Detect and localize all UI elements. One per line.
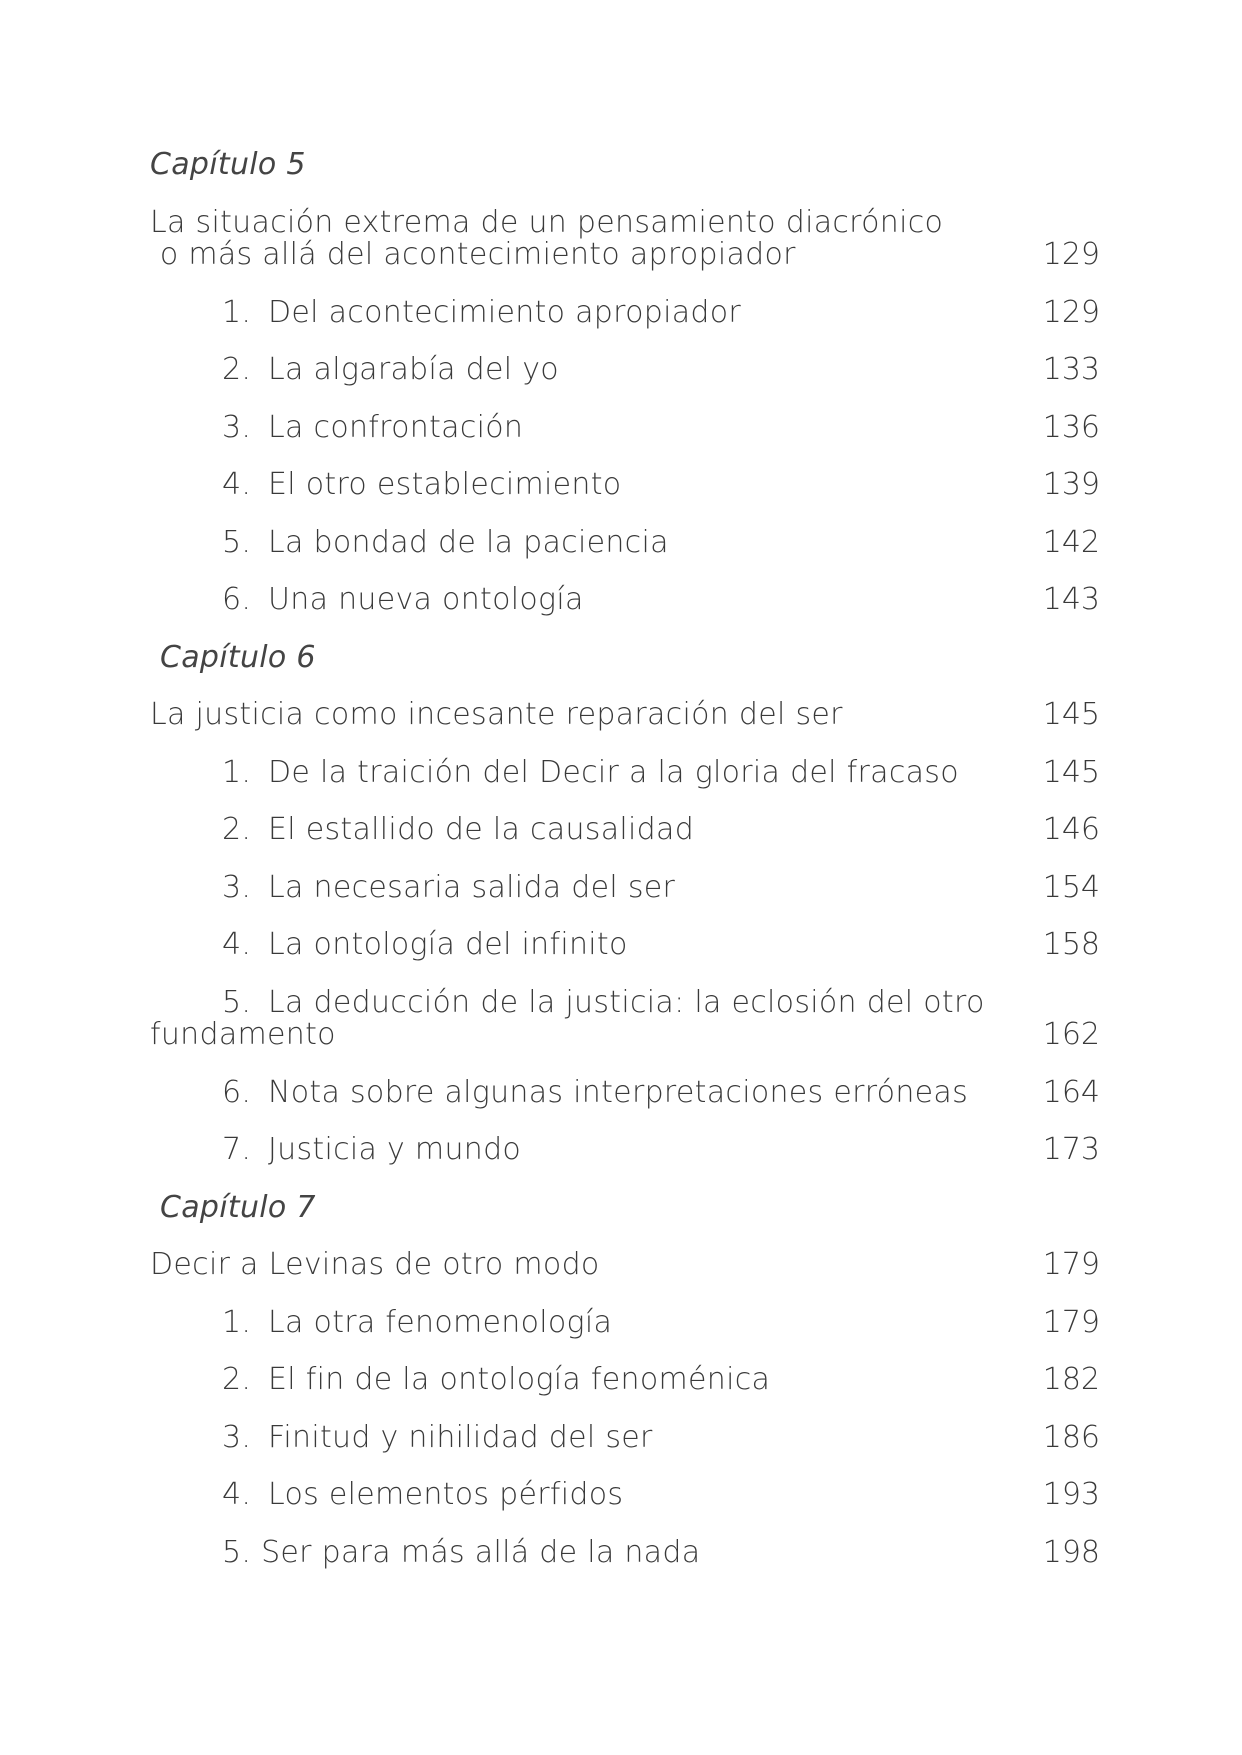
toc-entry <box>222 353 559 387</box>
page-number: 145 <box>1042 755 1100 790</box>
section-title: La necesaria salida del ser <box>268 870 676 905</box>
toc-entry <box>222 1076 968 1110</box>
section-number: 2. <box>222 812 252 847</box>
toc-entry <box>222 928 628 962</box>
section-number: 6. <box>222 1075 252 1110</box>
page-number: 145 <box>1042 697 1100 732</box>
chapter-label: Capítulo 7 <box>160 1190 316 1225</box>
section-title: Justicia y mundo <box>268 1132 522 1167</box>
section-title: Una nueva ontología <box>268 582 584 617</box>
toc-entry <box>222 468 621 502</box>
section-title: La ontología del infinito <box>268 927 628 962</box>
toc-entry <box>222 813 694 847</box>
page-number: 173 <box>1042 1132 1100 1167</box>
section-title: La confrontación <box>268 410 524 445</box>
section-number: 3. <box>222 410 252 445</box>
chapter-title: La situación extrema de un pensamiento diacrónico <box>150 205 944 240</box>
section-number: 4. <box>222 1477 252 1512</box>
toc-entry <box>222 296 741 330</box>
section-number: 3. <box>222 870 252 905</box>
page-number: 143 <box>1042 582 1100 617</box>
toc-entry <box>222 1536 700 1570</box>
page-number: 154 <box>1042 870 1100 905</box>
section-number: 4. <box>222 467 252 502</box>
section-title: Nota sobre algunas interpretaciones erróneas <box>268 1075 969 1110</box>
page-number: 129 <box>1042 237 1100 272</box>
section-number: 7. <box>222 1132 252 1167</box>
section-number: 1. <box>222 295 252 330</box>
section-number: 3. <box>222 1420 252 1455</box>
section-title-cont: fundamento <box>150 1017 336 1052</box>
chapter-title: La justicia como incesante reparación del ser <box>150 697 843 732</box>
section-title: Los elementos pérfidos <box>268 1477 624 1512</box>
page-number: 186 <box>1042 1420 1100 1455</box>
page-number: 179 <box>1042 1247 1100 1282</box>
section-title: Ser para más allá de la nada <box>261 1535 701 1570</box>
page-number: 164 <box>1042 1075 1100 1110</box>
section-title: La bondad de la paciencia <box>268 525 669 560</box>
page-number: 158 <box>1042 927 1100 962</box>
section-title: La otra fenomenología <box>268 1305 613 1340</box>
page-number: 142 <box>1042 525 1100 560</box>
page-number: 193 <box>1042 1477 1100 1512</box>
page-number: 136 <box>1042 410 1100 445</box>
toc-entry <box>222 986 985 1020</box>
toc-entry <box>222 1133 521 1167</box>
section-number: 5. <box>222 525 252 560</box>
section-title: El otro establecimiento <box>268 467 622 502</box>
toc-entry <box>222 756 959 790</box>
toc-entry <box>222 583 584 617</box>
section-number: 6. <box>222 582 252 617</box>
section-number: 2. <box>222 1362 252 1397</box>
section-number: 2. <box>222 352 252 387</box>
section-number: 5. <box>222 1535 252 1570</box>
section-number: 1. <box>222 1305 252 1340</box>
section-number: 1. <box>222 755 252 790</box>
toc-entry <box>222 411 523 445</box>
page-number: 198 <box>1042 1535 1100 1570</box>
section-title: La deducción de la justicia: la eclosión del otro <box>268 985 985 1020</box>
section-title: Finitud y nihilidad del ser <box>268 1420 653 1455</box>
page-number: 182 <box>1042 1362 1100 1397</box>
section-number: 5. <box>222 985 252 1020</box>
toc-entry <box>222 1421 653 1455</box>
toc-entry <box>222 526 669 560</box>
section-title: Del acontecimiento apropiador <box>268 295 742 330</box>
chapter-title: Decir a Levinas de otro modo <box>150 1247 600 1282</box>
section-title: De la traición del Decir a la gloria del fracaso <box>268 755 959 790</box>
chapter-title-cont: o más allá del acontecimiento apropiador <box>150 237 796 272</box>
section-number: 4. <box>222 927 252 962</box>
section-title: El fin de la ontología fenoménica <box>268 1362 771 1397</box>
page-number: 162 <box>1042 1017 1100 1052</box>
page-number: 139 <box>1042 467 1100 502</box>
page-number: 129 <box>1042 295 1100 330</box>
toc-entry <box>222 1478 623 1512</box>
section-title: El estallido de la causalidad <box>268 812 695 847</box>
page-number: 179 <box>1042 1305 1100 1340</box>
toc-entry <box>222 1306 612 1340</box>
page-number: 133 <box>1042 352 1100 387</box>
chapter-label: Capítulo 5 <box>150 147 306 182</box>
toc-entry <box>222 871 675 905</box>
page-number: 146 <box>1042 812 1100 847</box>
chapter-label: Capítulo 6 <box>160 640 316 675</box>
toc-entry <box>222 1363 770 1397</box>
section-title: La algarabía del yo <box>268 352 559 387</box>
